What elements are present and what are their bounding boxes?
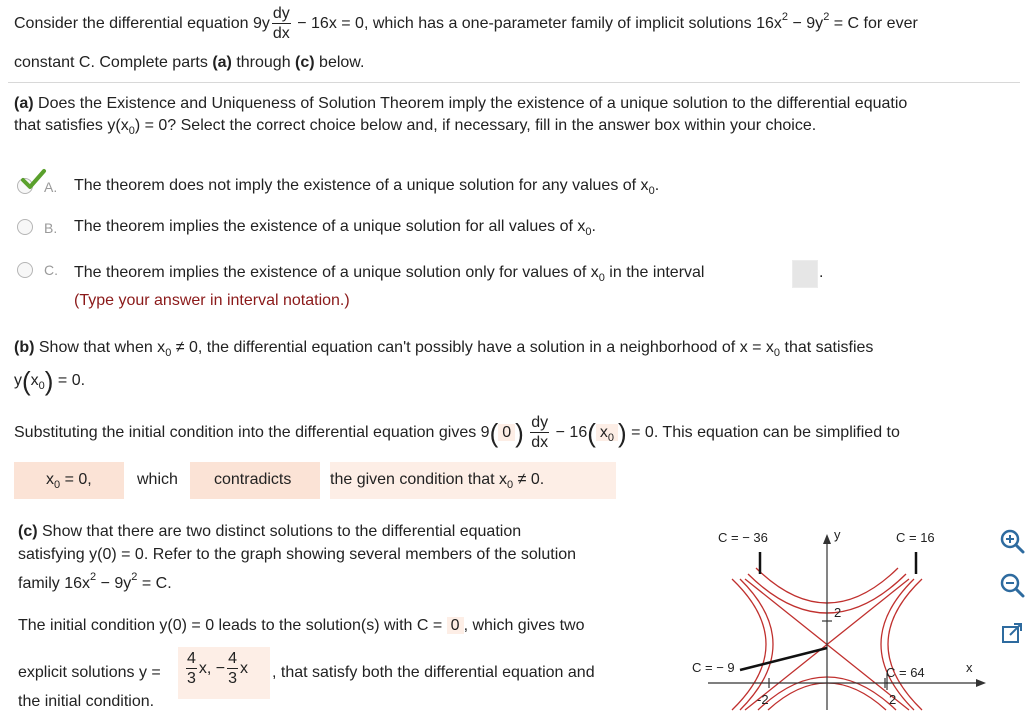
question-line-1: Consider the differential equation 9y $\frac{dy}{dx}$ − 16x = 0, which has a one-parameter family of implicit solutions $16x^2 - 9y^2 = C$ for ever: [14, 5, 918, 42]
interval-answer-box[interactable]: [792, 260, 818, 288]
zoom-in-icon[interactable]: [998, 527, 1026, 555]
label-x-axis: x: [966, 660, 973, 675]
part-b-line-1: (b) Show that when $x_0 \ne 0$, the differential equation can't possibly have a solution in a neighborhood of $x = x_0$ that satisfies: [14, 339, 874, 359]
y-axis-arrow: [823, 534, 831, 544]
part-c-line-3: family $16x^2 - 9y^2 = C$.: [18, 571, 172, 592]
divider: [8, 82, 1020, 83]
pointer-cm9: [740, 648, 827, 670]
given-condition-text: the given condition that $x_0 \ne 0$.: [330, 471, 545, 491]
option-b-letter: B.: [44, 220, 58, 236]
answer-simplified-text: $x_0 = 0$,: [46, 471, 92, 491]
label-tick-x-neg2: -2: [757, 692, 769, 707]
answer-contradicts-text: contradicts: [214, 471, 292, 488]
part-c-line-2: satisfying y(0) = 0. Refer to the graph showing several members of the solution: [18, 546, 577, 563]
pop-out-icon[interactable]: [998, 619, 1026, 647]
interval-hint: (Type your answer in interval notation.): [74, 292, 350, 309]
option-c-letter: C.: [44, 262, 58, 278]
x-axis-arrow: [976, 679, 986, 687]
part-a-line-1: (a) Does the Existence and Uniqueness of Solution Theorem imply the existence of a unique solution to the differential equatio: [14, 95, 908, 112]
substitution-line: Substituting the initial condition into the differential equation gives 9( 0 ) $\frac{dy}{dx}$ − 16( $x_0$ ) = 0. This equation can be simplified to: [14, 414, 900, 451]
option-c-text[interactable]: The theorem implies the existence of a unique solution only for values of $x_0$ in the interval: [74, 264, 705, 284]
label-tick-y2: 2: [834, 605, 842, 620]
option-c-period: .: [819, 264, 824, 281]
part-c-line-1: (c) Show that there are two distinct solutions to the differential equation: [18, 523, 522, 540]
curve-c16-right: [881, 579, 922, 710]
label-c-minus-36: C = − 36: [718, 530, 768, 545]
label-y-axis: y: [834, 527, 841, 542]
explicit-solutions-expr: $\frac{4}{3}$ x, − $\frac{4}{3}$ x: [187, 650, 249, 687]
answer-zero[interactable]: 0: [498, 424, 515, 441]
curve-c16-left: [732, 579, 773, 710]
option-b-text[interactable]: The theorem implies the existence of a unique solution for all values of $x_0$.: [74, 218, 596, 238]
option-a-letter: A.: [44, 179, 58, 195]
label-c-minus-9: C = − 9: [692, 660, 735, 675]
radio-option-b[interactable]: [17, 219, 33, 235]
answer-x0[interactable]: $x_0$: [596, 424, 618, 441]
label-c-64: C = 64: [886, 665, 925, 680]
explicit-solutions-pre: explicit solutions y =: [18, 664, 161, 681]
option-a-text[interactable]: The theorem does not imply the existence of a unique solution for any values of $x_0$.: [74, 177, 660, 197]
label-tick-x2: 2: [889, 692, 897, 707]
gap-2: [320, 462, 330, 499]
initial-condition-line: The initial condition y(0) = 0 leads to the solution(s) with C = 0 , which gives two: [18, 617, 585, 634]
part-b-line-2: $y(x_0) = 0$.: [14, 366, 86, 396]
dy-dx-fraction-b: $\frac{dy}{dx}$: [531, 414, 549, 451]
explicit-solutions-post: , that satisfy both the differential equation and: [272, 664, 595, 681]
which-text: which: [137, 471, 178, 488]
dy-dx-fraction: $\frac{dy}{dx}$: [272, 5, 290, 42]
answer-c-value[interactable]: 0: [447, 617, 464, 634]
cut-off-line: the initial condition.: [18, 693, 155, 710]
label-c-16: C = 16: [896, 530, 935, 545]
solution-family-graph: [688, 524, 988, 710]
radio-option-c[interactable]: [17, 262, 33, 278]
zoom-out-icon[interactable]: [998, 571, 1026, 599]
question-line-2: constant C. Complete parts (a) through (c) below.: [14, 54, 365, 71]
checkmark-icon: [20, 168, 46, 190]
part-a-line-2: that satisfies $y(x_0) = 0$? Select the correct choice below and, if necessary, fill in the answer box within your choice.: [14, 117, 817, 137]
